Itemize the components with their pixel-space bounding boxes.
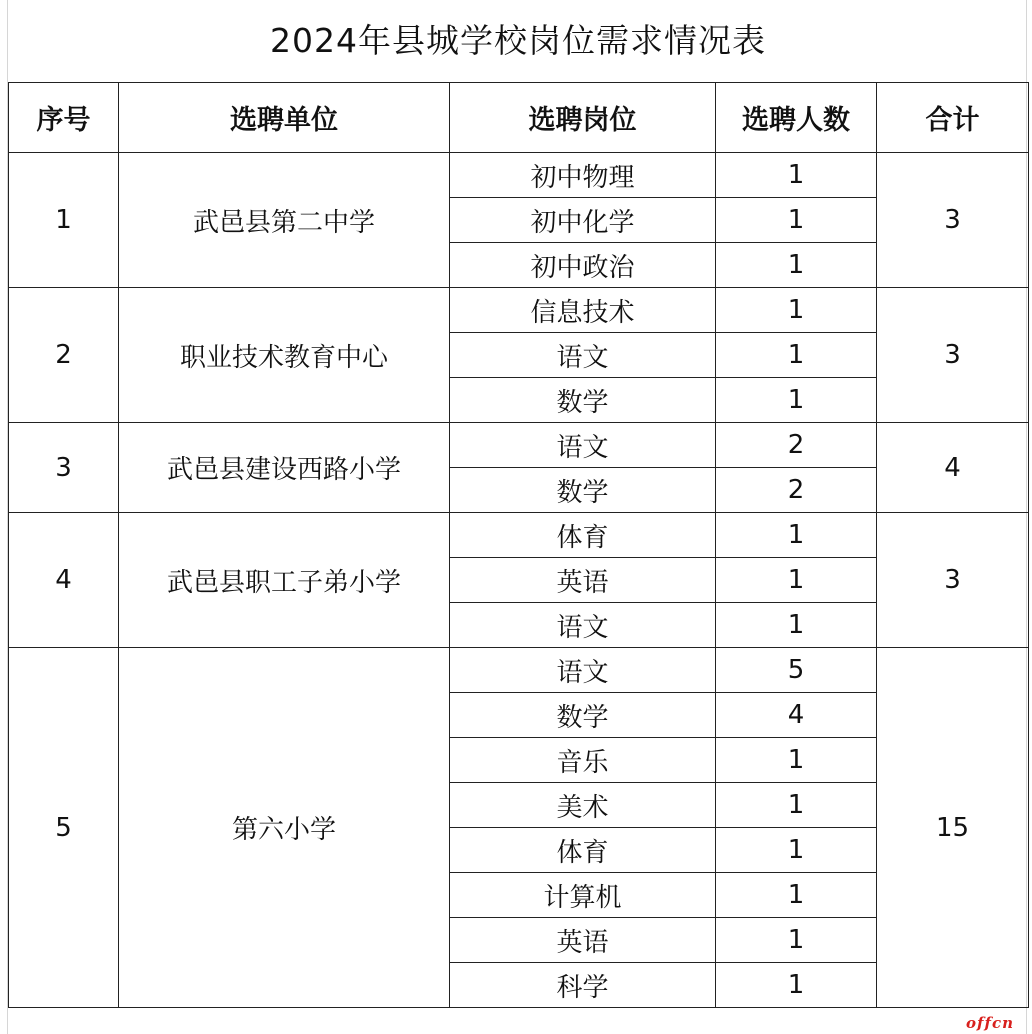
header-post: 选聘岗位: [450, 83, 716, 153]
cell-count: 1: [716, 243, 877, 288]
table-row: [9, 648, 1029, 693]
cell-post: 数学: [450, 468, 716, 513]
cell-post: 音乐: [450, 738, 716, 783]
cell-count: 1: [716, 378, 877, 423]
cell-post: 数学: [450, 693, 716, 738]
cell-total: 15: [877, 648, 1029, 1008]
cell-index: 4: [9, 513, 119, 648]
cell-count: 2: [716, 468, 877, 513]
cell-post: 语文: [450, 603, 716, 648]
cell-post: 英语: [450, 558, 716, 603]
header-total: 合计: [877, 83, 1029, 153]
document-sheet: [7, 0, 1027, 1034]
cell-count: 1: [716, 333, 877, 378]
cell-count: 1: [716, 603, 877, 648]
cell-post: 语文: [450, 333, 716, 378]
cell-post: 初中化学: [450, 198, 716, 243]
cell-count: 1: [716, 963, 877, 1008]
cell-count: 1: [716, 513, 877, 558]
table-row: [9, 153, 1029, 198]
cell-total: 3: [877, 153, 1029, 288]
table-row: [9, 423, 1029, 468]
cell-post: 英语: [450, 918, 716, 963]
cell-count: 1: [716, 828, 877, 873]
cell-count: 1: [716, 918, 877, 963]
table-row: [9, 288, 1029, 333]
cell-count: 1: [716, 288, 877, 333]
page-title: 2024年县城学校岗位需求情况表: [270, 21, 766, 60]
cell-post: 体育: [450, 828, 716, 873]
cell-count: 2: [716, 423, 877, 468]
cell-post: 美术: [450, 783, 716, 828]
header-unit: 选聘单位: [119, 83, 450, 153]
cell-count: 1: [716, 198, 877, 243]
cell-post: 语文: [450, 648, 716, 693]
cell-count: 5: [716, 648, 877, 693]
cell-post: 信息技术: [450, 288, 716, 333]
cell-index: 3: [9, 423, 119, 513]
header-index: 序号: [9, 83, 119, 153]
cell-count: 4: [716, 693, 877, 738]
cell-total: 3: [877, 513, 1029, 648]
cell-unit: 武邑县第二中学: [119, 153, 450, 288]
cell-post: 科学: [450, 963, 716, 1008]
offcn-watermark: offcn: [966, 1014, 1014, 1032]
cell-index: 2: [9, 288, 119, 423]
cell-total: 4: [877, 423, 1029, 513]
cell-total: 3: [877, 288, 1029, 423]
cell-post: 体育: [450, 513, 716, 558]
header-count: 选聘人数: [716, 83, 877, 153]
cell-post: 语文: [450, 423, 716, 468]
cell-unit: 武邑县建设西路小学: [119, 423, 450, 513]
cell-count: 1: [716, 558, 877, 603]
cell-unit: 武邑县职工子弟小学: [119, 513, 450, 648]
cell-count: 1: [716, 783, 877, 828]
cell-post: 计算机: [450, 873, 716, 918]
cell-post: 初中物理: [450, 153, 716, 198]
header-row: [9, 83, 1029, 153]
cell-count: 1: [716, 153, 877, 198]
cell-index: 5: [9, 648, 119, 1008]
cell-index: 1: [9, 153, 119, 288]
table-row: [9, 513, 1029, 558]
cell-post: 初中政治: [450, 243, 716, 288]
requirements-table: [8, 82, 1029, 1008]
cell-unit: 第六小学: [119, 648, 450, 1008]
cell-post: 数学: [450, 378, 716, 423]
cell-count: 1: [716, 873, 877, 918]
cell-count: 1: [716, 738, 877, 783]
cell-unit: 职业技术教育中心: [119, 288, 450, 423]
